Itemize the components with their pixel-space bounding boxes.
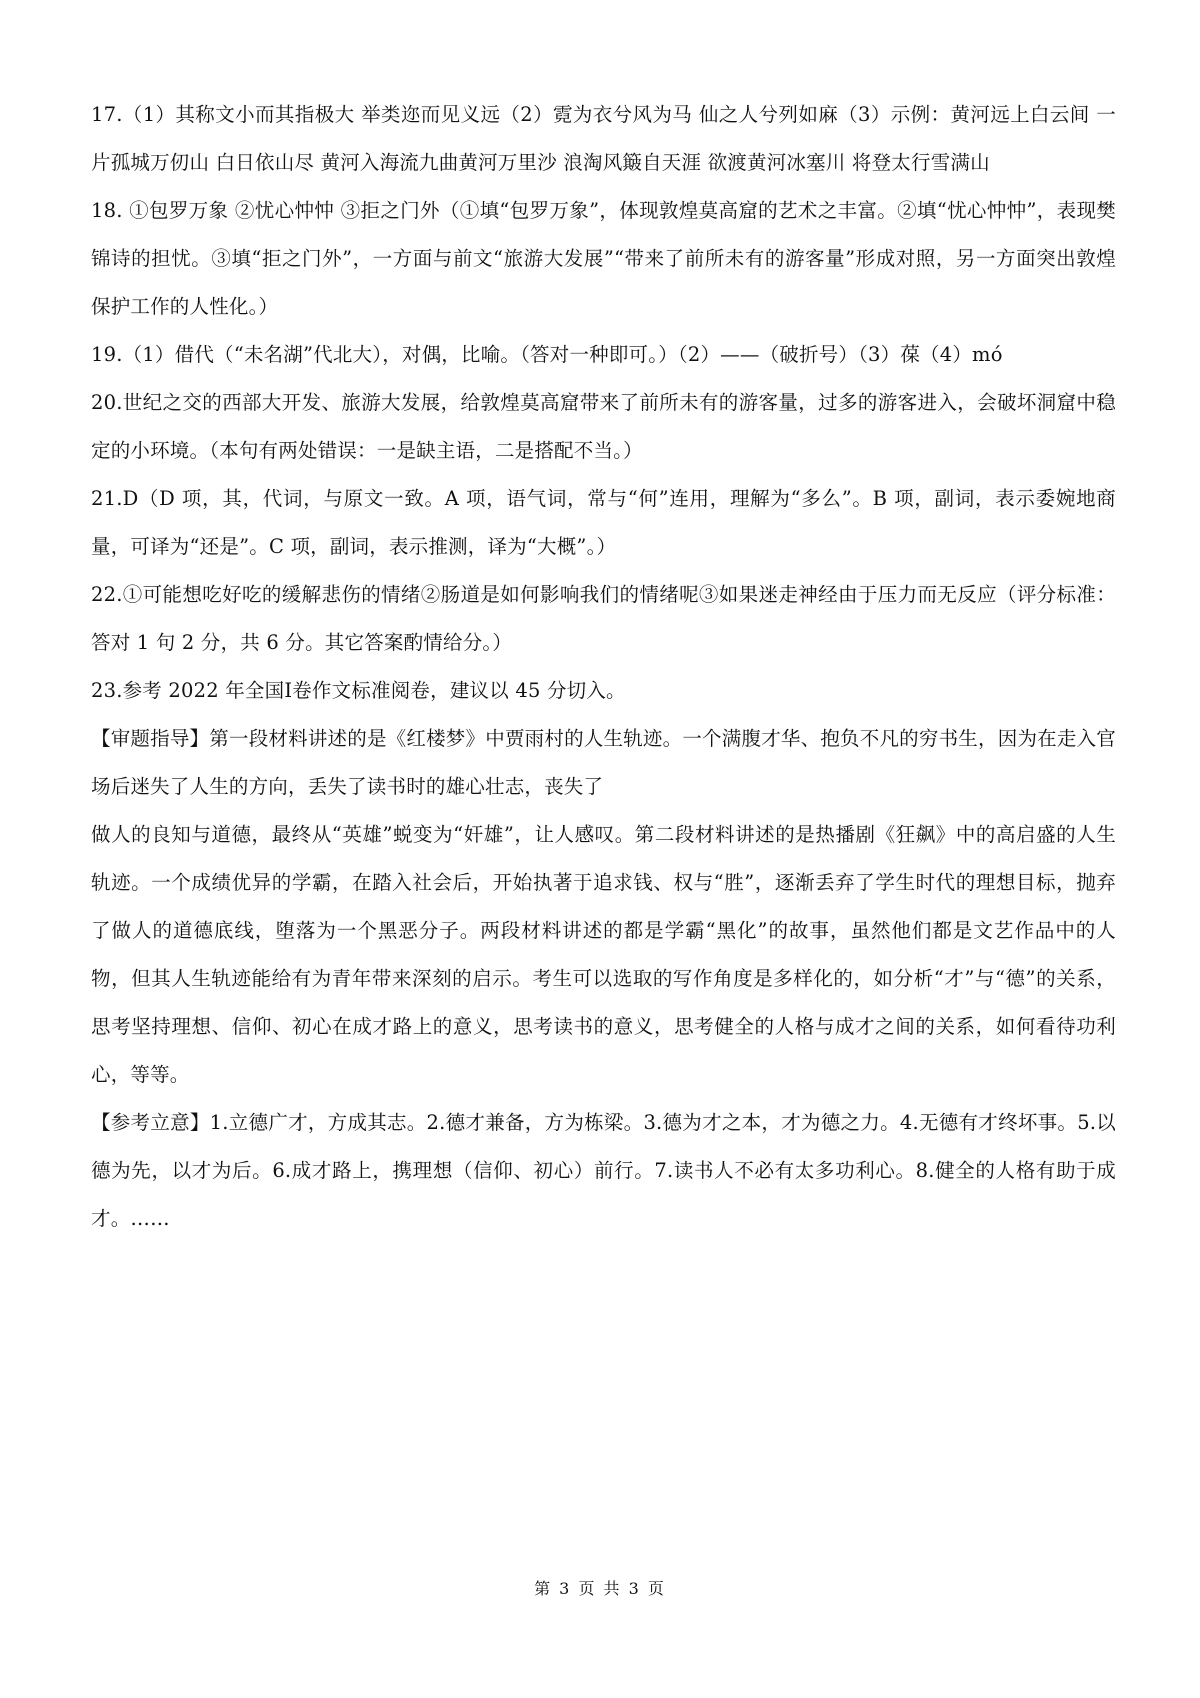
answer-17: 17.（1）其称文小而其指极大 举类迩而见义远（2）霓为衣兮风为马 仙之人兮列如麻（3）示例：黄河远上白云间 一片孤城万仞山 白日依山尽 黄河入海流九曲黄河万里沙 浪淘风簸自天涯 欲渡黄河冰塞川 将登太行雪满山 — [91, 103, 1116, 174]
answer-19: 19.（1）借代（“未名湖”代北大），对偶，比喻。（答对一种即可。）（2）——（破折号）（3）葆（4）mó — [91, 343, 1003, 366]
essay-guide-part-2: 做人的良知与道德，最终从“英雄”蜕变为“奸雄”，让人感叹。第二段材料讲述的是热播剧《狂飙》中的高启盛的人生轨迹。一个成绩优异的学霸，在踏入社会后，开始执著于追求钱、权与“胜”，逐渐丢弃了学生时代的理想目标，抛弃了做人的道德底线，堕落为一个黑恶分子。两段材料讲述的都是学霸“黑化”的故事，虽然他们都是文艺作品中的人物，但其人生轨迹能给有为青年带来深刻的启示。考生可以选取的写作角度是多样化的，如分析“才”与“德”的关系，思考坚持理想、信仰、初心在成才路上的意义，思考读书的意义，思考健全的人格与成才之间的关系，如何看待功利心，等等。 — [91, 823, 1116, 1086]
answer-20: 20.世纪之交的西部大开发、旅游大发展，给敦煌莫高窟带来了前所未有的游客量，过多的游客进入，会破坏洞窟中稳定的小环境。（本句有两处错误：一是缺主语，二是搭配不当。） — [91, 391, 1116, 462]
page-number: 第 3 页 共 3 页 — [534, 1579, 666, 1598]
answer-22: 22.①可能想吃好吃的缓解悲伤的情绪②肠道是如何影响我们的情绪呢③如果迷走神经由于压力而无反应（评分标准：答对 1 句 2 分，共 6 分。其它答案酌情给分。） — [91, 583, 1116, 654]
answer-23: 23.参考 2022 年全国Ⅰ卷作文标准阅卷，建议以 45 分切入。 — [91, 679, 626, 702]
answer-21: 21.D（D 项，其，代词，与原文一致。A 项，语气词，常与“何”连用，理解为“多么”。B 项，副词，表示委婉地商量，可译为“还是”。C 项，副词，表示推测，译为“大概”。） — [91, 487, 1116, 558]
answer-18: 18. ①包罗万象 ②忧心忡忡 ③拒之门外（①填“包罗万象”，体现敦煌莫高窟的艺术之丰富。②填“忧心忡忡”，表现樊锦诗的担忧。③填“拒之门外”，一方面与前文“旅游大发展”“带来了前所未有的游客量”形成对照，另一方面突出敦煌保护工作的人性化。） — [91, 199, 1116, 318]
answer-document — [91, 91, 1116, 1243]
reference-ideas: 【参考立意】1.立德广才，方成其志。2.德才兼备，方为栋梁。3.德为才之本，才为德之力。4.无德有才终坏事。5.以德为先，以才为后。6.成才路上，携理想（信仰、初心）前行。7.读书人不必有太多功利心。8.健全的人格有助于成才。…… — [91, 1111, 1116, 1230]
essay-guide-part-1: 【审题指导】第一段材料讲述的是《红楼梦》中贾雨村的人生轨迹。一个满腹才华、抱负不凡的穷书生，因为在走入官场后迷失了人生的方向，丢失了读书时的雄心壮志，丧失了 — [91, 727, 1116, 798]
